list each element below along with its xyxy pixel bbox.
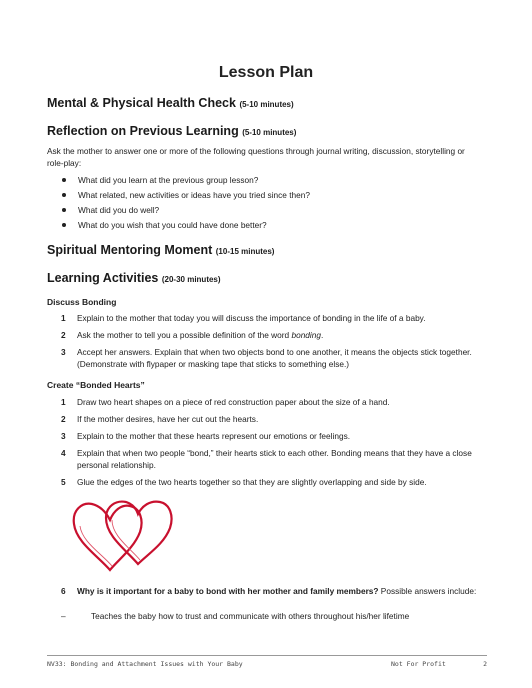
bullet-icon bbox=[62, 178, 66, 182]
step-number: 2 bbox=[61, 330, 66, 340]
reflection-intro: Ask the mother to answer one or more of the following questions through journal writing, discussion, storytelling or role-play: bbox=[47, 146, 465, 168]
step-text-part: Possible answers include: bbox=[378, 586, 477, 596]
step-text: Explain to the mother that these hearts represent our emotions or feelings. bbox=[77, 431, 351, 441]
step-number: 6 bbox=[61, 586, 66, 596]
step-number: 1 bbox=[61, 397, 66, 407]
page-number: 2 bbox=[483, 660, 487, 668]
subheading-discuss-bonding: Discuss Bonding bbox=[47, 297, 117, 307]
page-title: Lesson Plan bbox=[218, 64, 314, 81]
duration-text: (20-30 minutes) bbox=[161, 275, 221, 284]
dash-icon: – bbox=[61, 611, 66, 621]
duration-text: (5-10 minutes) bbox=[242, 128, 297, 137]
bullet-text: What did you learn at the previous group lesson? bbox=[78, 175, 259, 185]
step-text: Explain to the mother that today you will discuss the importance of bonding in the life of a baby. bbox=[77, 313, 426, 323]
duration-text: (10-15 minutes) bbox=[215, 247, 275, 256]
bullet-text: What do you wish that you could have done better? bbox=[78, 220, 267, 230]
dash-item-text: Teaches the baby how to trust and communicate with others throughout his/her lifetime bbox=[91, 611, 410, 621]
bullet-icon bbox=[62, 223, 66, 227]
step-text-part: . bbox=[321, 330, 324, 340]
footer-title: NV33: Bonding and Attachment Issues with Your Baby bbox=[47, 660, 243, 668]
bullet-text: What did you do well? bbox=[78, 205, 160, 215]
step-number: 3 bbox=[61, 431, 66, 441]
step-text: Explain that when two people “bond,” their hearts stick to each other. Bonding means that they have a close personal relationship. bbox=[77, 448, 472, 470]
duration-text: (5-10 minutes) bbox=[239, 100, 294, 109]
step-number: 4 bbox=[61, 448, 66, 458]
bonded-hearts-illustration bbox=[68, 496, 178, 578]
step-number: 2 bbox=[61, 414, 66, 424]
step-text: Glue the edges of the two hearts together so that they are slightly overlapping and side by side. bbox=[77, 477, 427, 487]
bullet-icon bbox=[62, 208, 66, 212]
heading-text: Spiritual Mentoring Moment bbox=[47, 243, 213, 257]
step-number: 1 bbox=[61, 313, 66, 323]
heading-text: Reflection on Previous Learning bbox=[47, 124, 239, 138]
section-heading-health-check bbox=[47, 96, 294, 110]
footer-note: Not For Profit bbox=[391, 660, 446, 668]
step-text: Draw two heart shapes on a piece of red construction paper about the size of a hand. bbox=[77, 397, 390, 407]
page-footer bbox=[47, 655, 487, 668]
step-text: Accept her answers. Explain that when two objects bond to one another, it means the objects stick together. (Demonstrate with flypaper or masking tape that sticks to something else.) bbox=[77, 347, 472, 369]
section-heading-mentoring bbox=[47, 243, 274, 257]
step-text: If the mother desires, have her cut out the hearts. bbox=[77, 414, 259, 424]
step-number: 5 bbox=[61, 477, 66, 487]
heading-text: Learning Activities bbox=[47, 271, 159, 285]
subheading-bonded-hearts: Create “Bonded Hearts” bbox=[47, 380, 145, 390]
section-heading-activities bbox=[47, 271, 221, 285]
step-text bbox=[77, 330, 497, 342]
section-heading-reflection bbox=[47, 124, 296, 138]
step-text-part: Ask the mother to tell you a possible definition of the word bbox=[77, 330, 292, 340]
emphasized-word: bonding bbox=[291, 330, 321, 340]
step-text bbox=[77, 586, 497, 598]
heading-text: Mental & Physical Health Check bbox=[47, 96, 236, 110]
bullet-text: What related, new activities or ideas have you tried since then? bbox=[78, 190, 310, 200]
step-question: Why is it important for a baby to bond with her mother and family members? bbox=[77, 586, 379, 596]
step-number: 3 bbox=[61, 347, 66, 357]
bullet-icon bbox=[62, 193, 66, 197]
